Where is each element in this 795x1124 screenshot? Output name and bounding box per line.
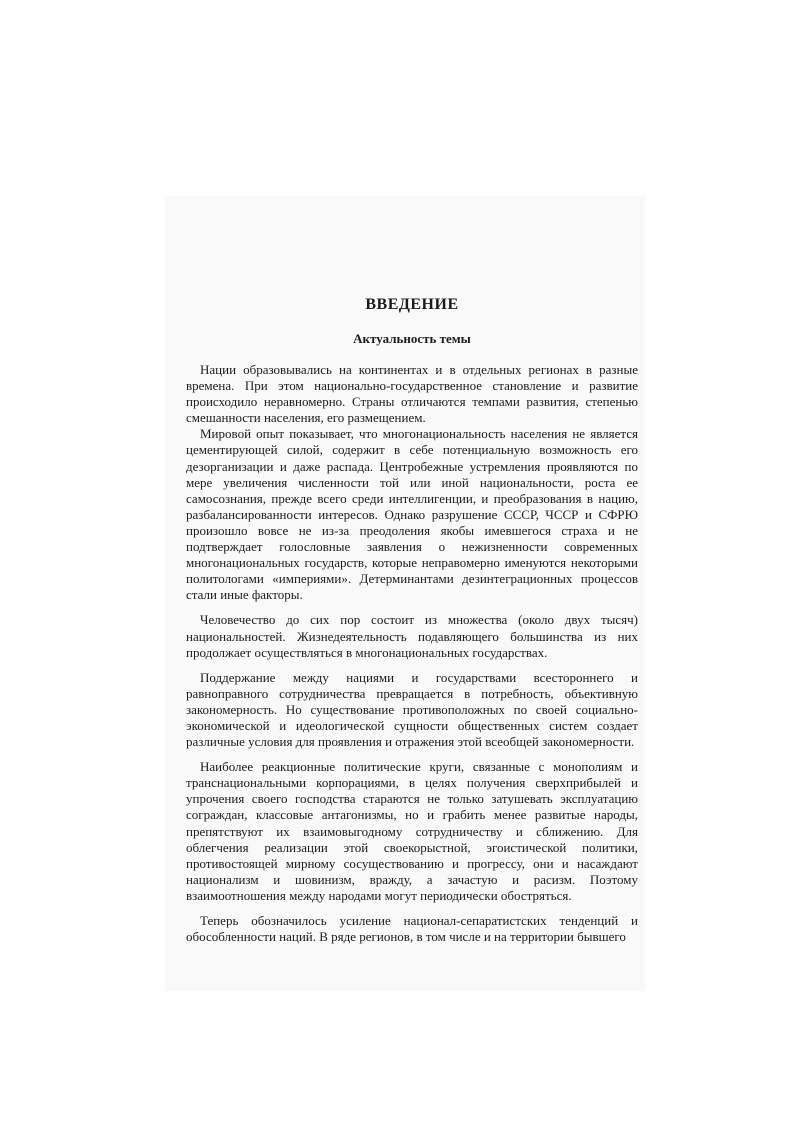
section-subtitle: Актуальность темы [353,331,471,346]
paragraph-4: Поддержание между нациями и государствами всестороннего и равноправного сотрудничества превращается в потребность, объективную закономерность. Но существование противоположных по своей социально-экономической и идеологической сущности общественных систем создает различные условия для проявления и отражения этой всеобщей закономерности. [186,669,638,750]
paragraph-5: Наиболее реакционные политические круги, связанные с монополиям и транснациональными корпорациями, в целях получения сверхприбылей и упрочения своего господства стараются не только затушевать эксплуатацию сограждан, классовые антагонизмы, но и грабить менее развитые народы, препятствуют их взаимовыгодному сотрудничеству и сближению. Для облегчения реализации этой своекорыстной, эгоистической политики, противостоящей мирному сосуществованию и прогрессу, они и насаждают национализм и шовинизм, вражду, а зачастую и расизм. Поэтому взаимоотношения между народами могут периодически обостряться. [186,759,638,903]
document-body [186,296,638,945]
paragraph-3: Человечество до сих пор состоит из множества (около двух тысяч) национальностей. Жизнедеятельность подавляющего большинства из них продолжает осуществляться в многонациональных государствах. [186,612,638,660]
paragraph-6: Теперь обозначилось усиление национал-сепаратистских тенденций и обособленности наций. В ряде регионов, в том числе и на территории бывшего [186,913,638,945]
paragraph-2: Мировой опыт показывает, что многонациональность населения не является цементирующей силой, содержит в себе потенциальную возможность его дезорганизации и даже распада. Центробежные устремления проявляются по мере увеличения численности той или иной национальности, роста ее самосознания, прежде всего среди интеллигенции, и преобразования в нацию, разбалансированности интересов. Однако разрушение СССР, ЧССР и СФРЮ произошло вовсе не из-за преодоления якобы имевшегося страха и не подтверждает голословные заявления о нежизненности современных многонациональных государств, которые неправомерно именуются некоторыми политологами «империями». Детерминантами дезинтеграционных процессов стали иные факторы. [186,426,638,603]
paragraph-1: Нации образовывались на континентах и в отдельных регионах в разные времена. При этом национально-государственное становление и развитие происходило неравномерно. Страны отличаются темпами развития, степенью смешанности населения, его размещением. [186,362,638,426]
page-title: ВВЕДЕНИЕ [365,296,459,313]
